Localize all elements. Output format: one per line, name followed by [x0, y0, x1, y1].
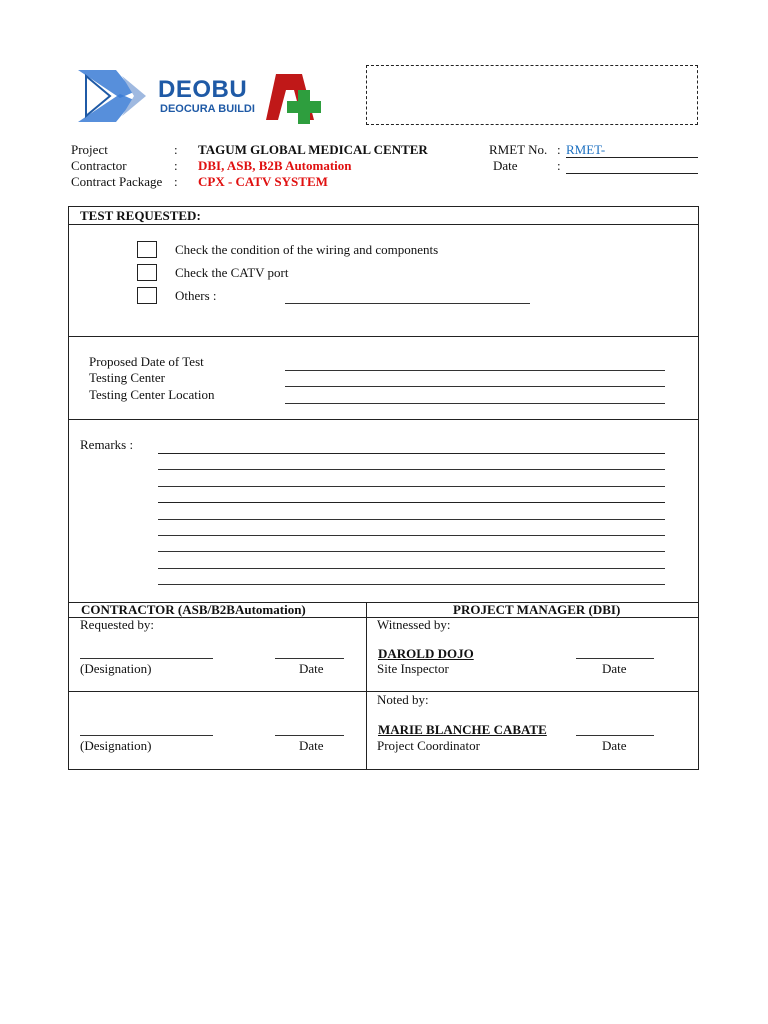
checkbox-catv-port[interactable]	[137, 264, 157, 281]
contractor-value: DBI, ASB, B2B Automation	[198, 158, 352, 173]
witness-name: DAROLD DOJO	[378, 646, 474, 661]
remarks-line[interactable]	[158, 453, 665, 454]
colon: :	[174, 174, 178, 189]
testing-location-field[interactable]	[285, 403, 665, 404]
option-wiring-label: Check the condition of the wiring and components	[175, 242, 439, 257]
noted-title: Project Coordinator	[377, 738, 480, 753]
project-label: Project	[71, 142, 108, 157]
rmet-label: RMET No.	[489, 142, 548, 157]
proposed-date-field[interactable]	[285, 370, 665, 371]
noted-by-label: Noted by:	[377, 692, 429, 707]
colon: :	[557, 158, 561, 173]
remarks-line[interactable]	[158, 551, 665, 552]
date-caption: Date	[299, 738, 324, 753]
remarks-line[interactable]	[158, 535, 665, 536]
divider	[68, 224, 699, 225]
witness-title: Site Inspector	[377, 661, 449, 676]
date-label: Date	[493, 158, 518, 173]
date-line[interactable]	[576, 658, 654, 659]
remarks-label: Remarks :	[80, 437, 134, 452]
checkbox-wiring[interactable]	[137, 241, 157, 258]
date-line[interactable]	[576, 735, 654, 736]
logo-sub-text: DEOCURA BUILDI	[160, 103, 255, 115]
remarks-line[interactable]	[158, 502, 665, 503]
divider	[68, 336, 699, 337]
colon: :	[557, 142, 561, 157]
signature-line[interactable]	[80, 735, 213, 736]
option-catv-port-label: Check the CATV port	[175, 265, 289, 280]
remarks-line[interactable]	[158, 568, 665, 569]
stamp-area	[366, 65, 698, 125]
rmet-field[interactable]: RMET-	[566, 142, 698, 158]
proposed-date-label: Proposed Date of Test	[89, 354, 204, 369]
witnessed-by-label: Witnessed by:	[377, 617, 451, 632]
remarks-line[interactable]	[158, 469, 665, 470]
others-field[interactable]	[285, 303, 530, 304]
package-value: CPX - CATV SYSTEM	[198, 174, 328, 189]
date-field[interactable]	[566, 173, 698, 174]
checkbox-others[interactable]	[137, 287, 157, 304]
noted-name: MARIE BLANCHE CABATE	[378, 722, 547, 737]
remarks-line[interactable]	[158, 486, 665, 487]
colon: :	[174, 142, 178, 157]
date-line[interactable]	[275, 658, 344, 659]
package-label: Contract Package	[71, 174, 163, 189]
contractor-column-header: CONTRACTOR (ASB/B2BAutomation)	[81, 602, 306, 617]
column-divider	[366, 602, 367, 770]
date-line[interactable]	[275, 735, 344, 736]
requested-by-label: Requested by:	[80, 617, 155, 632]
logo-brand-text: DEOBU	[158, 76, 248, 103]
colon: :	[174, 158, 178, 173]
date-caption: Date	[602, 661, 627, 676]
request-form-table	[68, 206, 699, 770]
designation-label: (Designation)	[80, 738, 152, 753]
divider	[68, 419, 699, 420]
remarks-line[interactable]	[158, 519, 665, 520]
testing-center-field[interactable]	[285, 386, 665, 387]
testing-center-label: Testing Center	[89, 370, 165, 385]
pm-column-header: PROJECT MANAGER (DBI)	[453, 602, 621, 617]
project-value: TAGUM GLOBAL MEDICAL CENTER	[198, 142, 428, 157]
contractor-label: Contractor	[71, 158, 127, 173]
designation-label: (Designation)	[80, 661, 152, 676]
date-caption: Date	[299, 661, 324, 676]
test-requested-title: TEST REQUESTED:	[80, 208, 201, 223]
signature-line[interactable]	[80, 658, 213, 659]
testing-location-label: Testing Center Location	[89, 387, 215, 402]
date-caption: Date	[602, 738, 627, 753]
remarks-line[interactable]	[158, 584, 665, 585]
option-others-label: Others :	[175, 288, 217, 303]
